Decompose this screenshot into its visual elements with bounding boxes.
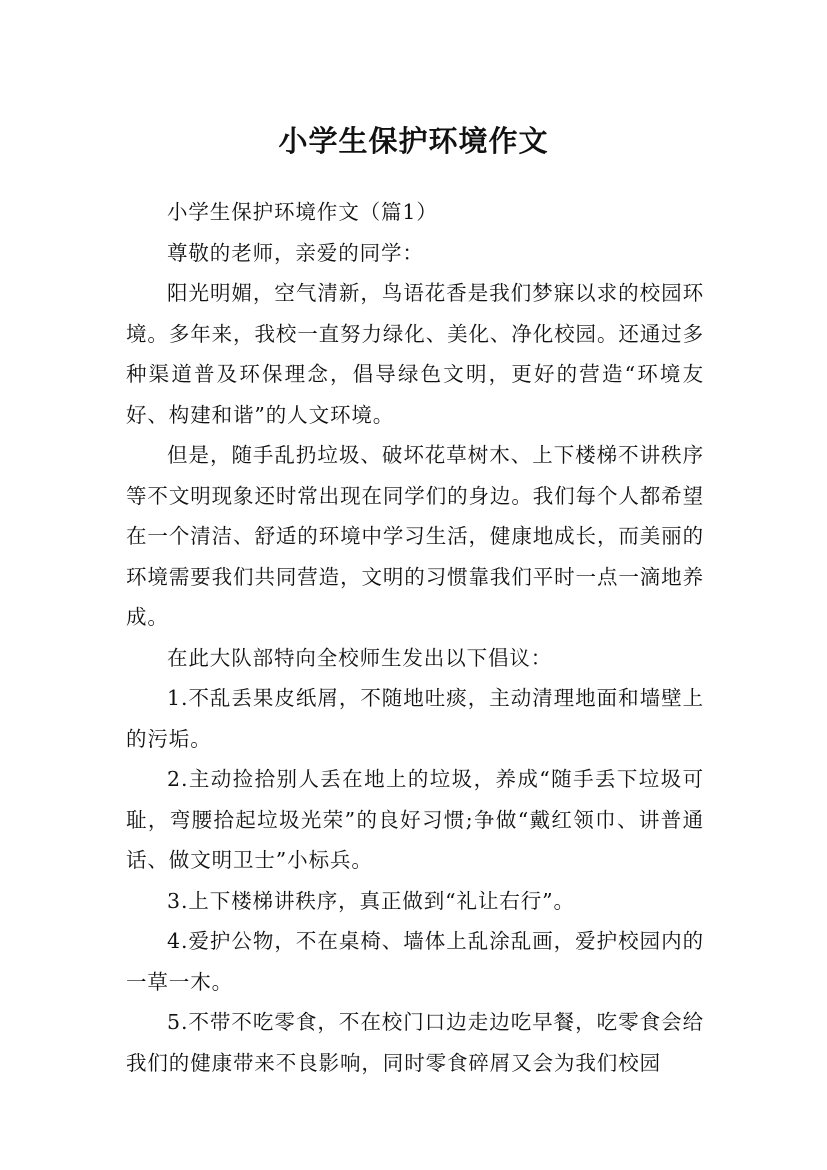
list-item: 4.爱护公物，不在桌椅、墙体上乱涂乱画，爱护校园内的一草一木。 bbox=[126, 929, 704, 994]
paragraph: 阳光明媚，空气清新，鸟语花香是我们梦寐以求的校园环境。多年来，我校一直努力绿化、美化、净化校园。还通过多种渠道普及环保理念，倡导绿色文明，更好的营造“环境友好、构建和谐”的人文环境。 bbox=[126, 281, 704, 427]
list-item: 3.上下楼梯讲秩序，真正做到“礼让右行”。 bbox=[167, 888, 575, 913]
document-body bbox=[126, 192, 704, 1083]
paragraph: 在此大队部特向全校师生发出以下倡议： bbox=[167, 645, 553, 670]
paragraph-heading: 小学生保护环境作文（篇1） bbox=[167, 200, 438, 224]
list-item: 2.主动捡拾别人丢在地上的垃圾，养成“随手丢下垃圾可耻，弯腰拾起垃圾光荣”的良好习惯;争做“戴红领巾、讲普通话、做文明卫士”小标兵。 bbox=[126, 767, 704, 872]
list-item: 5.不带不吃零食，不在校门口边走边吃早餐，吃零食会给我们的健康带来不良影响，同时零食碎屑又会为我们校园 bbox=[126, 1010, 704, 1075]
paragraph: 但是，随手乱扔垃圾、破坏花草树木、上下楼梯不讲秩序等不文明现象还时常出现在同学们的身边。我们每个人都希望在一个清洁、舒适的环境中学习生活，健康地成长，而美丽的环境需要我们共同营造，文明的习惯靠我们平时一点一滴地养成。 bbox=[126, 443, 704, 629]
paragraph-salutation: 尊敬的老师，亲爱的同学： bbox=[167, 240, 424, 265]
list-item: 1.不乱丢果皮纸屑，不随地吐痰，主动清理地面和墙壁上的污垢。 bbox=[126, 686, 704, 751]
document-title: 小学生保护环境作文 bbox=[278, 124, 549, 159]
